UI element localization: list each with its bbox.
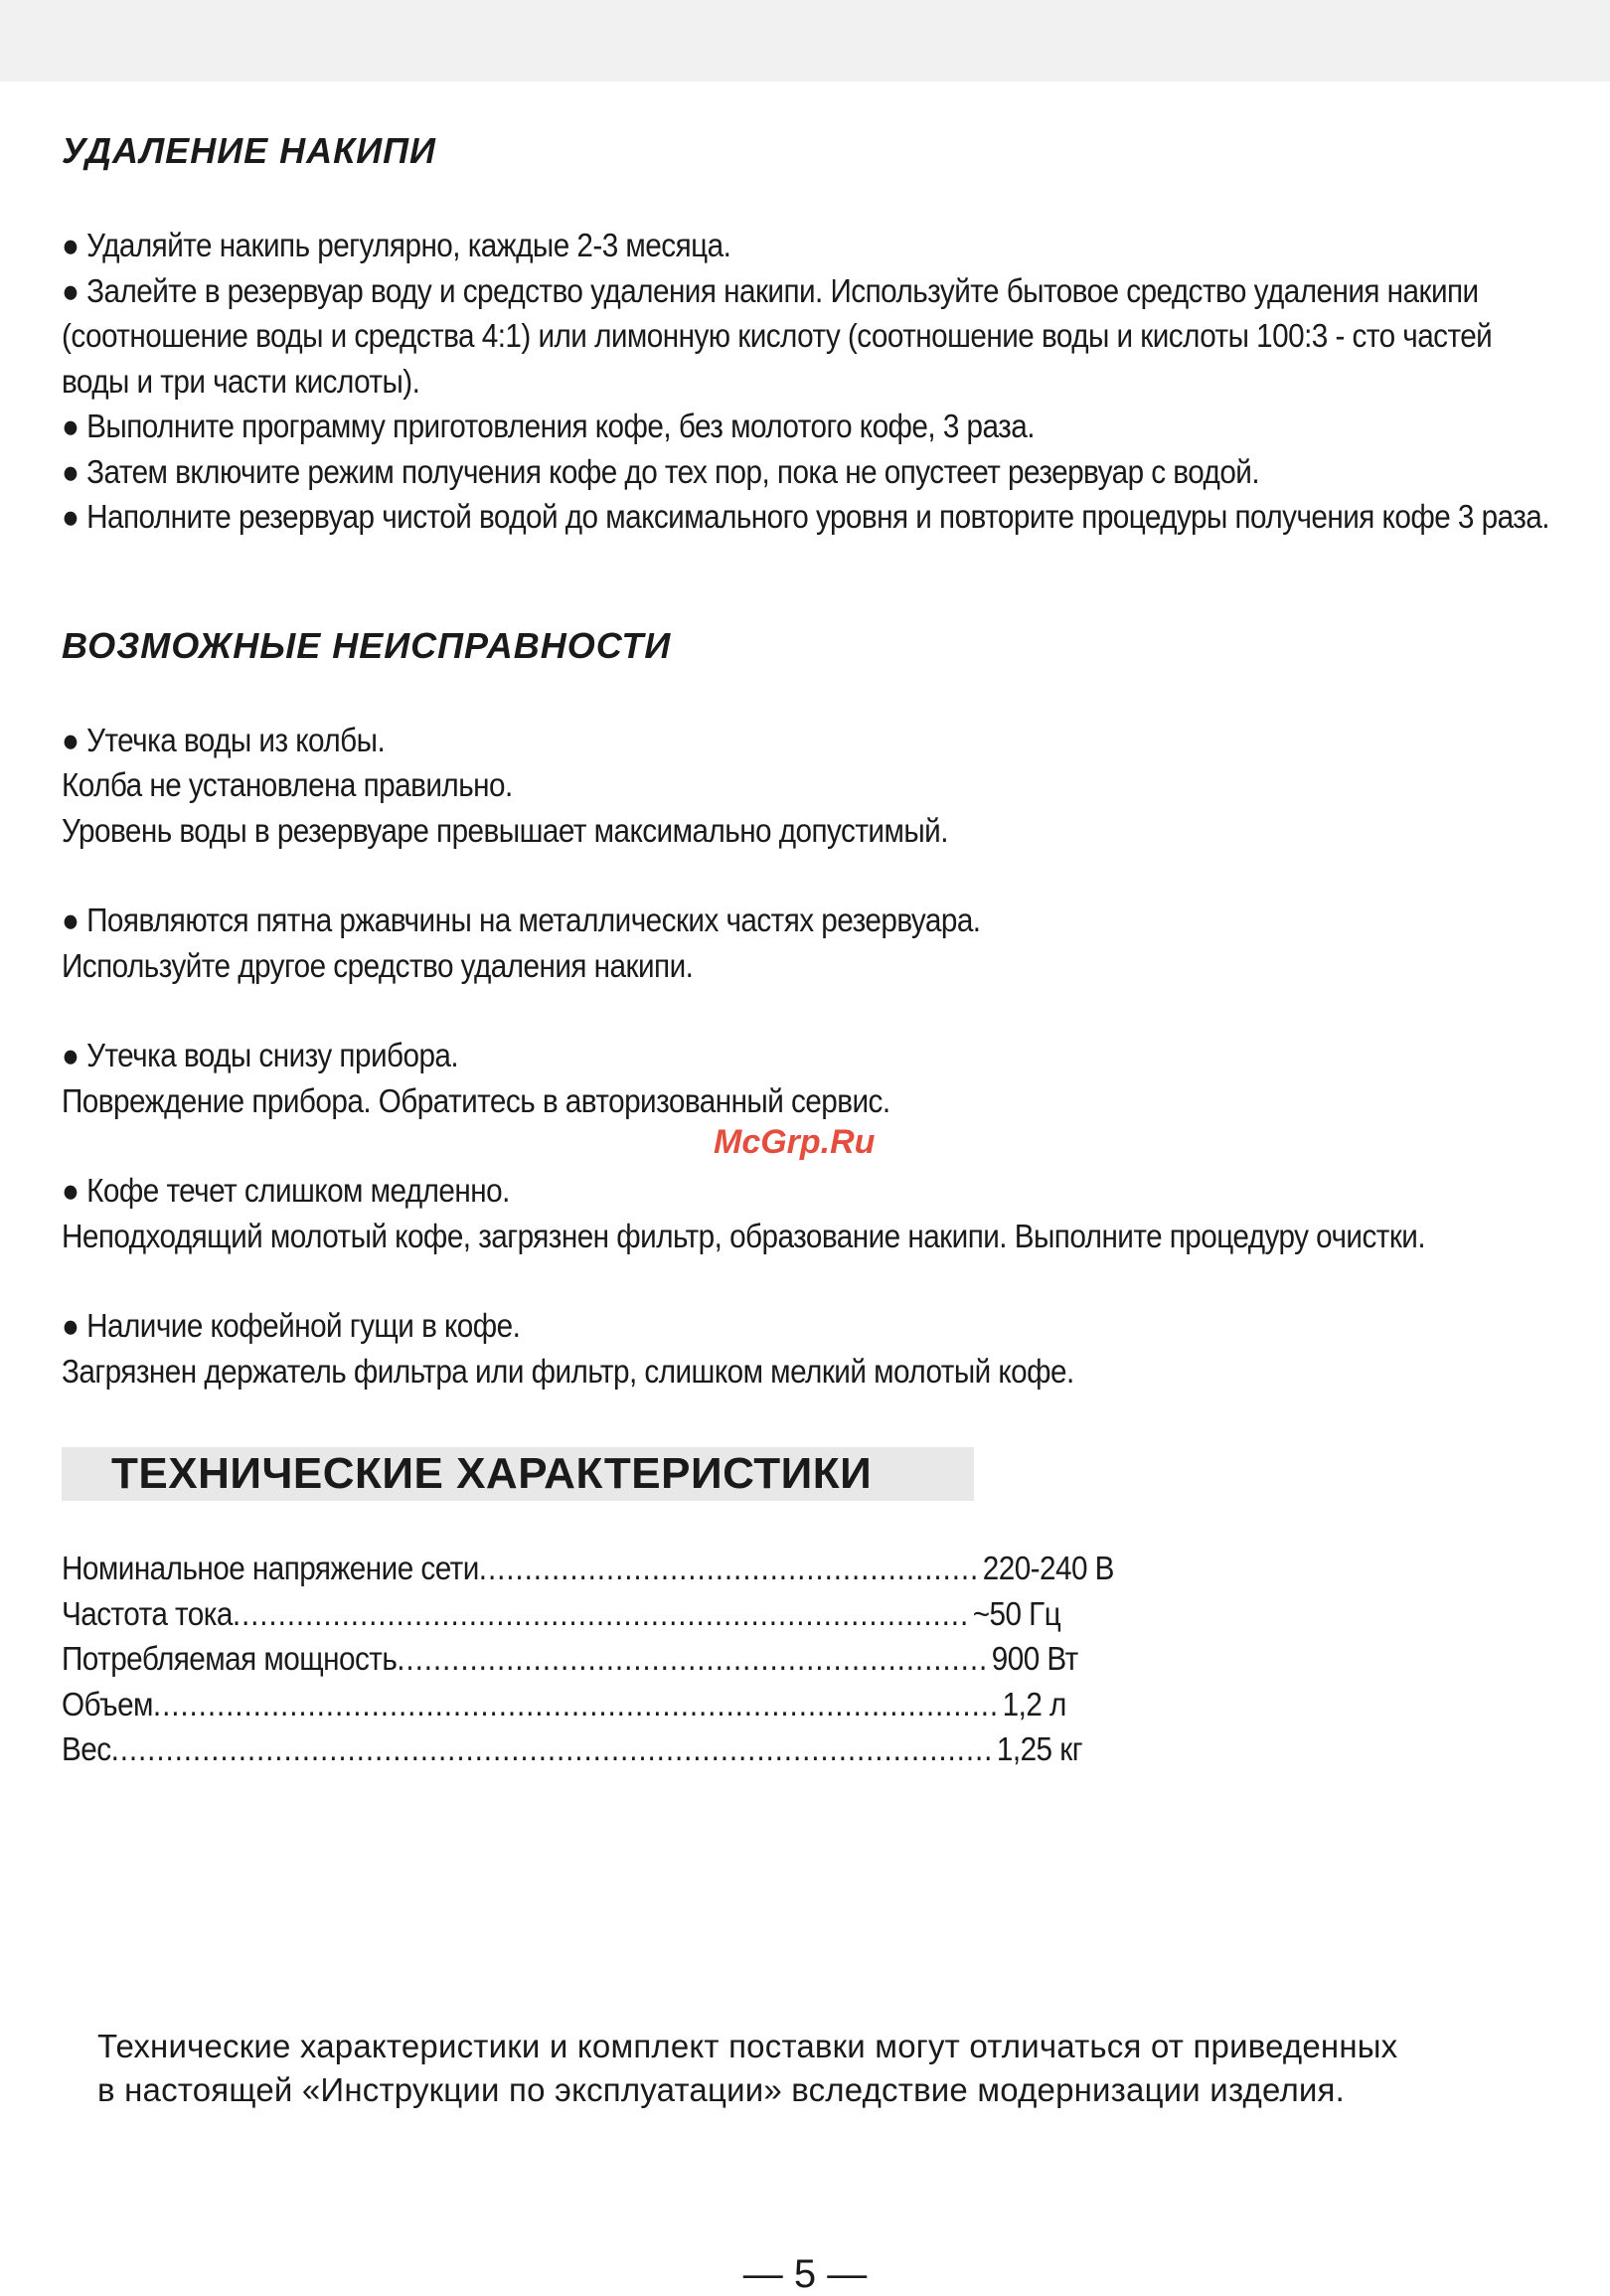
spec-dot-leader: ....................................................... — [478, 1550, 980, 1586]
issue-item — [62, 718, 1560, 854]
issue-cause: Используйте другое средство удаления накипи. — [62, 946, 694, 984]
issue-item — [62, 898, 1560, 988]
page-content — [62, 129, 1562, 1772]
spec-value: ~50 Гц — [972, 1594, 1061, 1632]
issue-problem: ● Утечка воды снизу прибора. — [62, 1033, 1560, 1078]
issue-cause: Загрязнен держатель фильтра или фильтр, слишком мелкий молотый кофе. — [62, 1352, 1074, 1390]
spec-label: Вес — [62, 1730, 111, 1767]
descaling-step: ● Наполните резервуар чистой водой до максимального уровня и повторите процедуры получения кофе 3 раза. — [62, 494, 1560, 540]
issue-cause: Уровень воды в резервуаре превышает максимально допустимый. — [62, 811, 948, 849]
spec-label: Потребляемая мощность — [62, 1640, 398, 1677]
disclaimer-line-2: в настоящей «Инструкции по эксплуатации» вследствие модернизации изделия. — [97, 2071, 1345, 2108]
descaling-step: ● Залейте в резервуар воду и средство удаления накипи. Используйте бытовое средство удаления накипи (соотношение воды и средства 4:1) или лимонную кислоту (соотношение воды и кислоты 100:3 - сто частей воды и три части кислоты). — [62, 268, 1560, 405]
spec-value: 220-240 В — [982, 1550, 1114, 1586]
descaling-instructions — [62, 223, 1560, 540]
specs-title: ТЕХНИЧЕСКИЕ ХАРАКТЕРИСТИКИ — [111, 1449, 873, 1498]
specs-table — [62, 1546, 1560, 1772]
issue-cause: Повреждение прибора. Обратитесь в авторизованный сервис. — [62, 1081, 890, 1119]
spec-label: Частота тока — [62, 1594, 233, 1632]
section-title-descaling: УДАЛЕНИЕ НАКИПИ — [62, 130, 436, 171]
spec-label: Объем — [62, 1685, 153, 1722]
spec-row — [62, 1726, 1560, 1772]
spec-row — [62, 1636, 1560, 1682]
descaling-step: ● Выполните программу приготовления кофе, без молотого кофе, 3 раза. — [62, 404, 1560, 449]
issue-item — [62, 1303, 1560, 1394]
watermark-text: McGrp.Ru — [714, 1123, 876, 1161]
spec-label: Номинальное напряжение сети — [62, 1550, 479, 1586]
disclaimer-note — [97, 2025, 1548, 2112]
page-number: — 5 — — [742, 2252, 868, 2296]
spec-dot-leader: ................................................................................. — [232, 1594, 970, 1632]
issue-problem: ● Кофе течет слишком медленно. — [62, 1168, 1560, 1214]
disclaimer-line-1: Технические характеристики и комплект поставки могут отличаться от приведенных — [97, 2028, 1398, 2064]
spec-row — [62, 1682, 1560, 1727]
descaling-step: ● Удаляйте накипь регулярно, каждые 2-3 месяца. — [62, 223, 1560, 268]
spec-value: 900 Вт — [991, 1640, 1078, 1677]
spec-dot-leader: ............................................................................................. — [152, 1685, 1000, 1722]
issue-item — [62, 1168, 1560, 1258]
spec-dot-leader: ................................................................................................. — [110, 1730, 994, 1767]
issue-problem: ● Утечка воды из колбы. — [62, 718, 1560, 763]
issue-problem: ● Появляются пятна ржавчины на металлических частях резервуара. — [62, 898, 1560, 943]
spec-row — [62, 1546, 1560, 1591]
descaling-step: ● Затем включите режим получения кофе до тех пор, пока не опустеет резервуар с водой. — [62, 449, 1560, 495]
issue-cause: Колба не установлена правильно. — [62, 766, 513, 803]
spec-row — [62, 1591, 1560, 1637]
spec-value: 1,2 л — [1002, 1685, 1066, 1722]
specs-header — [62, 1447, 974, 1501]
issue-item — [62, 1033, 1560, 1123]
troubleshooting-list — [62, 718, 1560, 1394]
issue-cause: Неподходящий молотый кофе, загрязнен фильтр, образование накипи. Выполните процедуру очистки. — [62, 1217, 1426, 1254]
spec-dot-leader: ................................................................. — [397, 1640, 989, 1677]
issue-problem: ● Наличие кофейной гущи в кофе. — [62, 1303, 1560, 1349]
section-title-troubleshooting: ВОЗМОЖНЫЕ НЕИСПРАВНОСТИ — [62, 624, 672, 666]
spec-value: 1,25 кг — [996, 1730, 1082, 1767]
top-bar — [0, 0, 1610, 82]
